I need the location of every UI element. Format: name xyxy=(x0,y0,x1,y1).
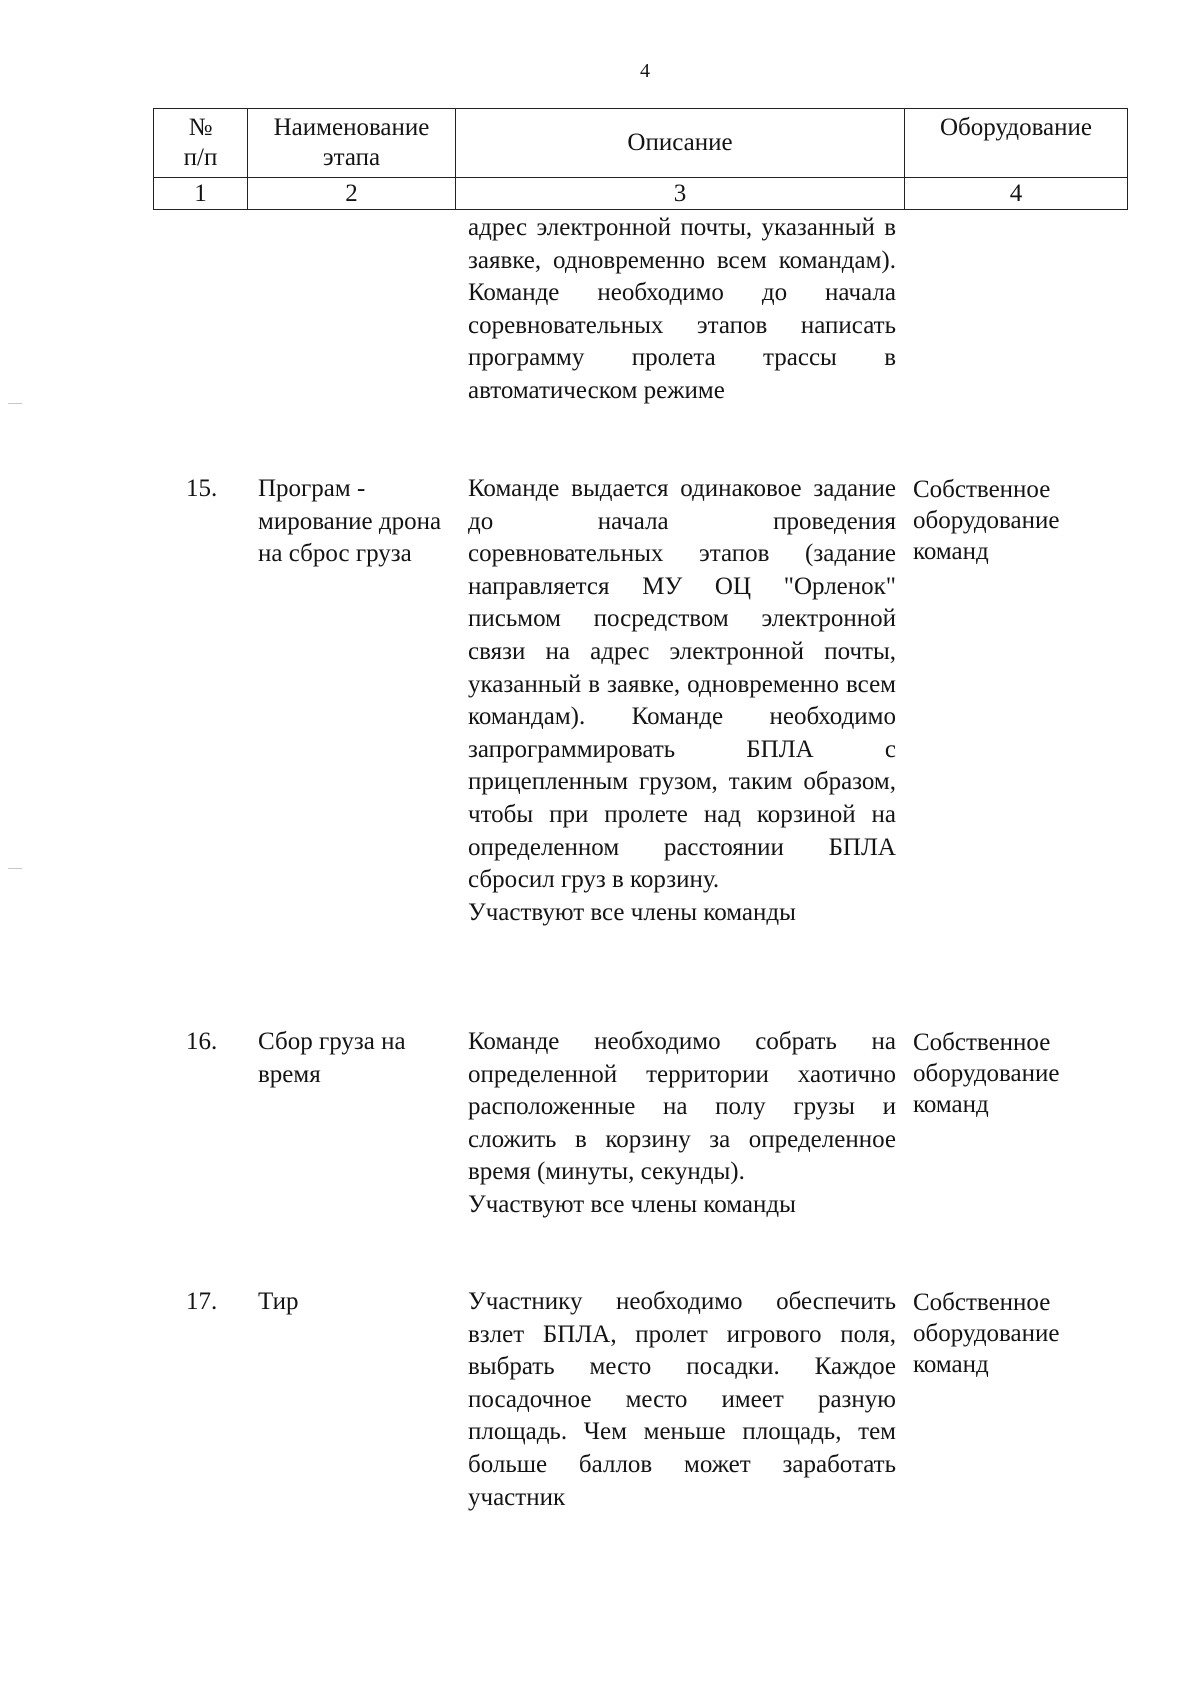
row-17-number: 17. xyxy=(186,1288,218,1315)
header-number-row xyxy=(154,178,1128,210)
header-stage-cell xyxy=(248,109,456,178)
page-number: 4 xyxy=(640,60,650,82)
description-paragraph: адрес электронной почты, указанный в заявке, одновременно всем командам). Команде необходимо до начала соревновательных этапов написать программу пролета трассы в автоматическом режиме xyxy=(468,214,896,404)
row-15-equipment: Собственное оборудование команд xyxy=(913,476,1060,565)
column-number-2: 2 xyxy=(248,178,456,210)
row-17-stage: Тир xyxy=(258,1288,299,1315)
header-stage-line2: этапа xyxy=(322,144,381,171)
description-paragraph: Команде выдается одинаковое задание до начала проведения соревновательных этапов (задание направляется МУ ОЦ "Орленок" письмом посредством электронной связи на адрес электронной почты, указанный в заявке, одновременно всем командам). Команде необходимо запрограммировать БПЛА с прицепленным грузом, таким образом, чтобы при пролете над корзиной на определенном расстоянии БПЛА сбросил груз в корзину. xyxy=(468,475,896,894)
header-stage-line1: Наименование xyxy=(273,114,430,141)
row-15-description xyxy=(468,473,896,929)
description-paragraph: Участвуют все члены команды xyxy=(468,898,796,926)
row-15-number: 15. xyxy=(186,475,218,502)
header-equipment: Оборудование xyxy=(905,109,1128,178)
header-num-line1: № xyxy=(188,114,213,141)
scan-mark xyxy=(8,868,22,869)
row-16-equipment: Собственное оборудование команд xyxy=(913,1029,1060,1118)
column-number-4: 4 xyxy=(905,178,1128,210)
header-description: Описание xyxy=(456,109,905,178)
column-number-1: 1 xyxy=(154,178,248,210)
row-17-description xyxy=(468,1286,896,1514)
description-paragraph: Участнику необходимо обеспечить взлет БПЛА, пролет игрового поля, выбрать место посадки. Каждое посадочное место имеет разную площадь. Чем меньше площадь, тем больше баллов может заработать участник xyxy=(468,1288,896,1511)
row-16-description xyxy=(468,1026,896,1222)
row-16-stage: Сбор груза на время xyxy=(258,1028,406,1088)
continuation-description xyxy=(468,212,896,408)
column-number-3: 3 xyxy=(456,178,905,210)
row-16-number: 16. xyxy=(186,1028,218,1055)
header-title-row xyxy=(154,109,1128,178)
row-17-equipment: Собственное оборудование команд xyxy=(913,1289,1060,1378)
description-paragraph: Команде необходимо собрать на определенной территории хаотично расположенные на полу грузы и сложить в корзину за определенное время (минуты, секунды). xyxy=(468,1028,896,1186)
description-paragraph: Участвуют все члены команды xyxy=(468,1190,796,1218)
header-num-cell xyxy=(154,109,248,178)
header-num-line2: п/п xyxy=(183,144,218,171)
scan-mark xyxy=(8,403,22,404)
row-15-stage: Програм - мирование дрона на сброс груза xyxy=(258,475,442,568)
table-header xyxy=(153,108,1128,210)
